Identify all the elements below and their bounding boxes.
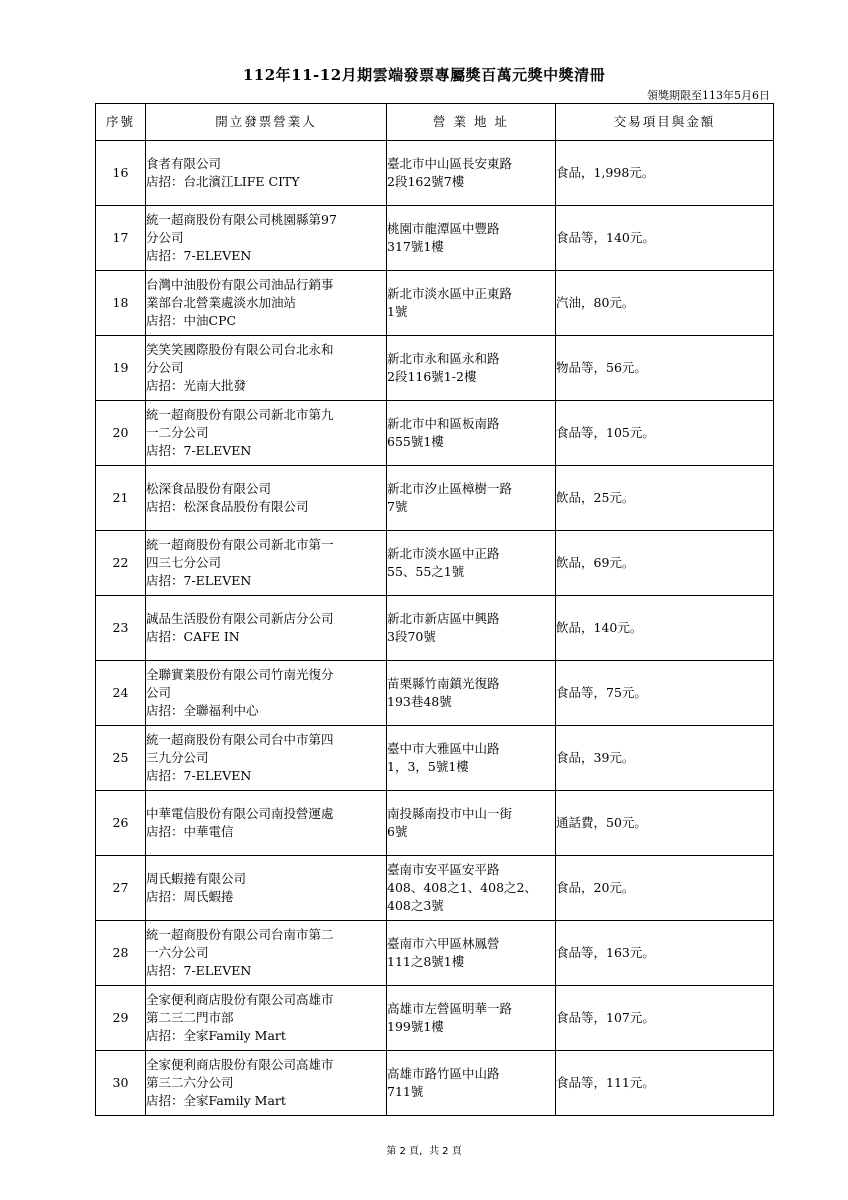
- merchant-cell: [146, 986, 387, 1051]
- merchant-line: 笑笑笑國際股份有限公司台北永和: [146, 342, 334, 357]
- row-number: 28: [96, 921, 146, 986]
- merchant-line: 第二三二門市部: [146, 1010, 234, 1025]
- merchant-line: 一六分公司: [146, 945, 209, 960]
- address-cell: [387, 726, 556, 791]
- claim-deadline: 領獎期限至113年5月6日: [647, 89, 770, 102]
- merchant-cell: [146, 271, 387, 336]
- address-line: 桃園市龍潭區中豐路: [387, 221, 500, 236]
- row-number: 16: [96, 141, 146, 206]
- item-amount-cell: 汽油，80元。: [556, 271, 774, 336]
- item-amount-cell: 食品等，75元。: [556, 661, 774, 726]
- item-amount-cell: 食品等，107元。: [556, 986, 774, 1051]
- address-line: 新北市中和區板南路: [387, 416, 500, 431]
- merchant-line: 業部台北營業處淡水加油站: [146, 295, 297, 310]
- address-line: 408、408之1、408之2、: [387, 880, 537, 895]
- table-body: [96, 141, 774, 1116]
- item-amount-cell: 食品等，105元。: [556, 401, 774, 466]
- address-cell: [387, 141, 556, 206]
- merchant-line: 全家便利商店股份有限公司高雄市: [146, 992, 334, 1007]
- row-number: 27: [96, 856, 146, 921]
- table-row: [96, 336, 774, 401]
- row-number: 24: [96, 661, 146, 726]
- merchant-cell: [146, 531, 387, 596]
- merchant-cell: [146, 791, 387, 856]
- table-row: [96, 271, 774, 336]
- table-row: [96, 206, 774, 271]
- address-cell: [387, 856, 556, 921]
- merchant-line: 食者有限公司: [146, 156, 222, 171]
- merchant-line: 統一超商股份有限公司台南市第二: [146, 927, 334, 942]
- address-line: 高雄市路竹區中山路: [387, 1066, 500, 1081]
- row-number: 30: [96, 1051, 146, 1116]
- table-row: [96, 531, 774, 596]
- table-header-row: [96, 104, 774, 141]
- address-line: 655號1樓: [387, 434, 444, 449]
- address-cell: [387, 466, 556, 531]
- address-line: 6號: [387, 824, 408, 839]
- item-amount-cell: 食品，39元。: [556, 726, 774, 791]
- address-cell: [387, 921, 556, 986]
- address-line: 苗栗縣竹南鎮光復路: [387, 676, 500, 691]
- address-line: 7號: [387, 499, 408, 514]
- winners-table: [95, 103, 774, 1116]
- merchant-cell: [146, 856, 387, 921]
- address-cell: [387, 336, 556, 401]
- address-line: 111之8號1樓: [387, 954, 465, 969]
- address-cell: [387, 661, 556, 726]
- merchant-cell: [146, 661, 387, 726]
- address-line: 新北市新店區中興路: [387, 611, 500, 626]
- row-number: 18: [96, 271, 146, 336]
- merchant-line: 店招：松深食品股份有限公司: [146, 499, 309, 514]
- address-cell: [387, 401, 556, 466]
- table-row: [96, 141, 774, 206]
- table-row: [96, 596, 774, 661]
- merchant-line: 三九分公司: [146, 750, 209, 765]
- address-line: 2段162號7樓: [387, 174, 465, 189]
- merchant-cell: [146, 206, 387, 271]
- merchant-line: 店招：全家Family Mart: [146, 1093, 286, 1108]
- merchant-line: 店招：台北濱江LIFE CITY: [146, 174, 300, 189]
- item-amount-cell: 食品等，111元。: [556, 1051, 774, 1116]
- header-item: 交易項目與金額: [556, 104, 774, 141]
- row-number: 23: [96, 596, 146, 661]
- merchant-line: 統一超商股份有限公司新北市第一: [146, 537, 334, 552]
- merchant-line: 店招：7-ELEVEN: [146, 963, 252, 978]
- page-footer: 第 2 頁，共 2 頁: [386, 1146, 462, 1157]
- address-cell: [387, 1051, 556, 1116]
- header-merchant: 開立發票營業人: [146, 104, 387, 141]
- merchant-cell: [146, 1051, 387, 1116]
- address-cell: [387, 206, 556, 271]
- address-cell: [387, 271, 556, 336]
- merchant-line: 分公司: [146, 360, 184, 375]
- row-number: 26: [96, 791, 146, 856]
- table-row: [96, 726, 774, 791]
- merchant-line: 店招：7-ELEVEN: [146, 573, 252, 588]
- row-number: 22: [96, 531, 146, 596]
- table-row: [96, 466, 774, 531]
- merchant-cell: [146, 726, 387, 791]
- merchant-line: 松深食品股份有限公司: [146, 481, 272, 496]
- address-cell: [387, 531, 556, 596]
- item-amount-cell: 飲品，25元。: [556, 466, 774, 531]
- address-line: 南投縣南投市中山一街: [387, 806, 513, 821]
- merchant-line: 誠品生活股份有限公司新店分公司: [146, 611, 334, 626]
- merchant-line: 分公司: [146, 230, 184, 245]
- document-title: 112年11-12月期雲端發票專屬獎百萬元獎中獎清冊: [242, 66, 606, 84]
- merchant-line: 店招：周氏蝦捲: [146, 889, 234, 904]
- address-line: 1號: [387, 304, 408, 319]
- merchant-cell: [146, 336, 387, 401]
- address-cell: [387, 791, 556, 856]
- address-line: 臺南市安平區安平路: [387, 862, 500, 877]
- merchant-line: 店招：中華電信: [146, 824, 234, 839]
- item-amount-cell: 飲品，140元。: [556, 596, 774, 661]
- address-line: 臺中市大雅區中山路: [387, 741, 500, 756]
- item-amount-cell: 食品，20元。: [556, 856, 774, 921]
- address-line: 新北市淡水區中正東路: [387, 286, 513, 301]
- merchant-line: 台灣中油股份有限公司油品行銷事: [146, 277, 334, 292]
- merchant-line: 店招：7-ELEVEN: [146, 768, 252, 783]
- address-cell: [387, 596, 556, 661]
- merchant-line: 店招：全聯福利中心: [146, 703, 259, 718]
- merchant-line: 四三七分公司: [146, 555, 222, 570]
- merchant-line: 中華電信股份有限公司南投營運處: [146, 806, 334, 821]
- item-amount-cell: 物品等，56元。: [556, 336, 774, 401]
- header-address: 營 業 地 址: [387, 104, 556, 141]
- address-line: 199號1樓: [387, 1019, 444, 1034]
- row-number: 20: [96, 401, 146, 466]
- table-row: [96, 791, 774, 856]
- address-line: 3段70號: [387, 629, 436, 644]
- merchant-line: 店招：全家Family Mart: [146, 1028, 286, 1043]
- table-row: [96, 921, 774, 986]
- address-line: 高雄市左營區明華一路: [387, 1001, 513, 1016]
- table-row: [96, 856, 774, 921]
- address-line: 臺南市六甲區林鳳營: [387, 936, 500, 951]
- row-number: 19: [96, 336, 146, 401]
- row-number: 29: [96, 986, 146, 1051]
- item-amount-cell: 食品等，163元。: [556, 921, 774, 986]
- merchant-line: 周氏蝦捲有限公司: [146, 871, 247, 886]
- row-number: 25: [96, 726, 146, 791]
- address-line: 317號1樓: [387, 239, 444, 254]
- merchant-line: 店招：7-ELEVEN: [146, 248, 252, 263]
- merchant-line: 統一超商股份有限公司台中市第四: [146, 732, 334, 747]
- table-row: [96, 1051, 774, 1116]
- merchant-cell: [146, 466, 387, 531]
- merchant-line: 統一超商股份有限公司桃園縣第97: [146, 212, 337, 227]
- merchant-cell: [146, 401, 387, 466]
- merchant-line: 全家便利商店股份有限公司高雄市: [146, 1057, 334, 1072]
- row-number: 21: [96, 466, 146, 531]
- table-row: [96, 661, 774, 726]
- address-line: 新北市永和區永和路: [387, 351, 500, 366]
- merchant-line: 店招：光南大批發: [146, 378, 247, 393]
- merchant-line: 公司: [146, 685, 172, 700]
- address-line: 新北市汐止區樟樹一路: [387, 481, 513, 496]
- merchant-line: 全聯實業股份有限公司竹南光復分: [146, 667, 334, 682]
- address-cell: [387, 986, 556, 1051]
- item-amount-cell: 通話費，50元。: [556, 791, 774, 856]
- address-line: 55、55之1號: [387, 564, 465, 579]
- row-number: 17: [96, 206, 146, 271]
- address-line: 1，3，5號1樓: [387, 759, 469, 774]
- merchant-cell: [146, 921, 387, 986]
- header-no: 序號: [96, 104, 146, 141]
- address-line: 711號: [387, 1084, 424, 1099]
- item-amount-cell: 食品等，140元。: [556, 206, 774, 271]
- merchant-line: 店招：7-ELEVEN: [146, 443, 252, 458]
- address-line: 193巷48號: [387, 694, 452, 709]
- item-amount-cell: 飲品，69元。: [556, 531, 774, 596]
- address-line: 新北市淡水區中正路: [387, 546, 500, 561]
- table-row: [96, 401, 774, 466]
- address-line: 臺北市中山區長安東路: [387, 156, 513, 171]
- item-amount-cell: 食品，1,998元。: [556, 141, 774, 206]
- merchant-cell: [146, 596, 387, 661]
- table-row: [96, 986, 774, 1051]
- merchant-line: 店招：中油CPC: [146, 313, 237, 328]
- merchant-line: 一二分公司: [146, 425, 209, 440]
- address-line: 2段116號1-2樓: [387, 369, 477, 384]
- address-line: 408之3號: [387, 898, 444, 913]
- merchant-cell: [146, 141, 387, 206]
- merchant-line: 店招：CAFE IN: [146, 629, 240, 644]
- merchant-line: 第三二六分公司: [146, 1075, 234, 1090]
- merchant-line: 統一超商股份有限公司新北市第九: [146, 407, 334, 422]
